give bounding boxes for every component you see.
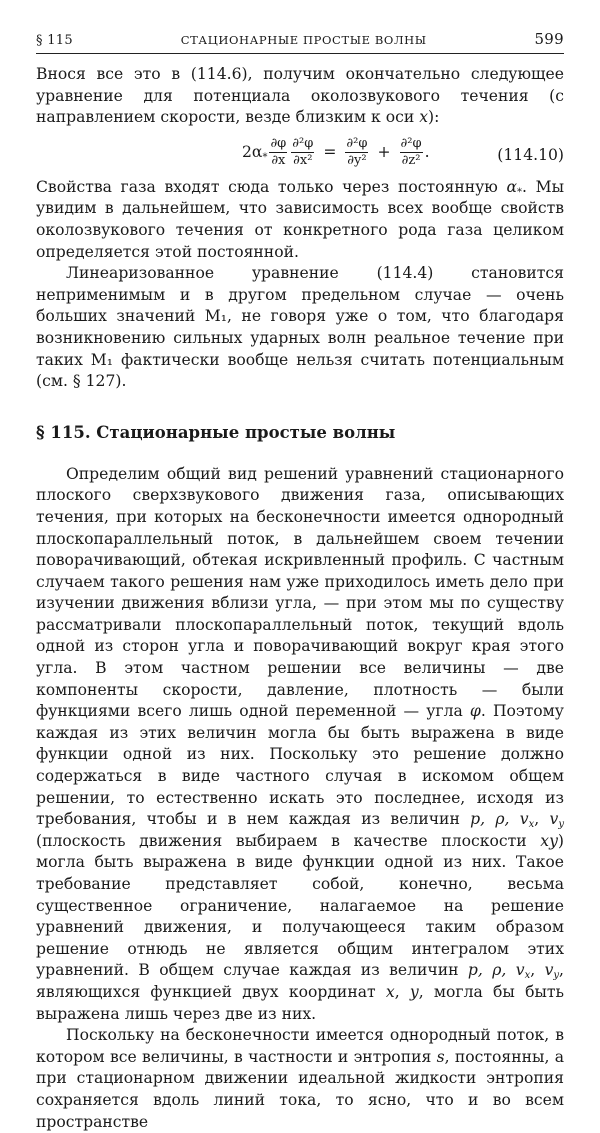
frac-d2phi-dx2: $\frac{\text{∂²φ}}{\text{∂x²}}$ bbox=[292, 135, 314, 168]
paragraph-entropy: Поскольку на бесконечности имеется однородный поток, в котором все величины, в частности и энтропия s, постоянны, а при стационарном движении идеальной жидкости энтропия сохраняется вдоль линий тока, то ясно, что и во всем пространстве bbox=[36, 1026, 564, 1131]
equation-number: (114.10) bbox=[497, 145, 564, 164]
equation-114-10 bbox=[36, 131, 564, 175]
frac-dphi-dx: $\frac{\partial\varphi}{\partial x}$ bbox=[270, 135, 287, 168]
header-section: § 115 bbox=[36, 33, 73, 48]
paragraph-gas-properties: Свойства газа входят сюда только через постоянную $\alpha_*$. Мы увидим в дальнейшем, что зависимость всех вообще свойств околозвукового течения от конкретного рода газа целиком определяется этой постоянной. bbox=[36, 177, 564, 261]
running-header bbox=[36, 30, 564, 54]
frac-d2phi-dy2: $\frac{\text{∂²φ}}{\text{∂y²}}$ bbox=[346, 135, 368, 168]
book-page bbox=[36, 30, 564, 1133]
equation-formula: $2\alpha_*$ $\frac{\partial\varphi}{\partial x}$ $\frac{\text{∂²φ}}{\text{∂x²}}$ = $\frac{\text{∂²φ}}{\text{∂y²}}$ + $\frac{\text{∂²φ}}{\text{∂z²}}$ . bbox=[242, 135, 430, 168]
frac-d2phi-dz2: $\frac{\text{∂²φ}}{\text{∂z²}}$ bbox=[400, 135, 422, 168]
paragraph-linearized: Линеаризованное уравнение (114.4) становится неприменимым и в другом предельном случае — очень больших значений M₁, не говоря уже о том, что благодаря возникновению сильных ударных волн реальное течение при таких M₁ фактически вообще нельзя считать потенциальным (см. § 127). bbox=[36, 264, 564, 391]
page-number: 599 bbox=[534, 30, 564, 48]
paragraph-general-solution: Определим общий вид решений уравнений стационарного плоского сверхзвукового движения газа, описывающих течения, при которых на бесконечности имеется однородный плоскопараллельный поток, в дальнейшем своем течении поворачивающий, обтекая искривленный профиль. С частным случаем такого решения нам уже приходилось иметь дело при изучении движения вблизи угла, — при этом мы по существу рассматривали плоскопараллельный поток, текущий вдоль одной из сторон угла и поворачивающий вокруг края этого угла. В этом частном решении все величины — две компоненты скорости, давление, плотность — были функциями всего лишь одной переменной — угла φ. Поэтому каждая из этих величин могла бы быть выражена в виде функции одной из них. Поскольку это решение должно содержаться в виде частного случая в искомом общем решении, то естественно искать это последнее, исходя из требования, чтобы и в нем каждая из величин p, ρ, $v_x$, $v_y$ (плоскость движения выбираем в качестве плоскости xy) могла быть выражена в виде функции одной из них. Такое требование представляет собой, конечно, весьма существенное ограничение, налагаемое на решение уравнений движения, и получающееся таким образом решение отнюдь не является общим интегралом этих уравнений. В общем случае каждая из величин p, ρ, $v_x$, $v_y$, являющихся функцией двух координат x, y, могла бы быть выражена лишь через две из них. bbox=[36, 464, 564, 1023]
paragraph-intro: Внося все это в (114.6), получим окончательно следующее уравнение для потенциала околозвукового течения (с направлением скорости, везде близким к оси x): bbox=[36, 65, 564, 127]
header-title: СТАЦИОНАРНЫЕ ПРОСТЫЕ ВОЛНЫ bbox=[180, 33, 427, 47]
section-heading: § 115. Стационарные простые волны bbox=[36, 422, 396, 442]
